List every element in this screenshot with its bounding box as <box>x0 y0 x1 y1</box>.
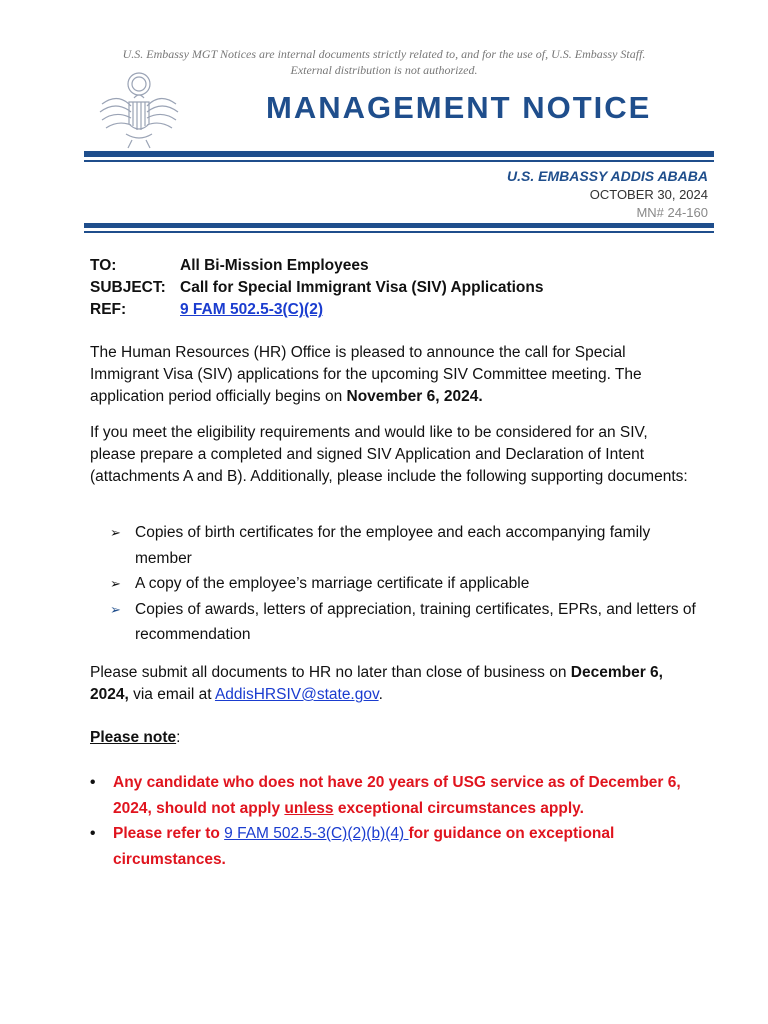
arrow-bullet-icon: ➢ <box>110 601 121 617</box>
header-divider-top-thin <box>84 160 714 162</box>
embassy-name: U.S. EMBASSY ADDIS ABABA <box>507 168 708 184</box>
subject-value: Call for Special Immigrant Visa (SIV) Applications <box>180 279 544 296</box>
note-label: Please note <box>90 729 177 746</box>
documents-list <box>110 520 710 648</box>
memo-to-row <box>90 255 543 277</box>
note-item-1-end: exceptional circumstances apply. <box>333 799 584 817</box>
note-colon: : <box>176 729 181 746</box>
list-item <box>90 770 710 821</box>
submission-text: Please submit all documents to HR no later than close of business on <box>90 664 571 681</box>
header-divider-top <box>84 151 714 157</box>
list-item <box>110 571 710 597</box>
memo-header <box>90 255 543 321</box>
bullet-dot-icon: • <box>90 774 96 791</box>
disclaimer-line-1: U.S. Embassy MGT Notices are internal documents strictly related to, and for the use of, U.S. Embassy Staff. <box>122 47 646 61</box>
header-divider-bottom-thin <box>84 231 714 233</box>
list-item <box>110 520 710 571</box>
list-item-text: A copy of the employee’s marriage certificate if applicable <box>135 575 530 592</box>
list-item-text: Copies of birth certificates for the employee and each accompanying family member <box>135 524 651 567</box>
notes-list <box>90 770 710 872</box>
submission-text-2: via email at <box>128 686 215 703</box>
memo-ref-row <box>90 299 543 321</box>
exceptional-circumstances-link[interactable]: 9 FAM 502.5-3(C)(2)(b)(4) <box>224 825 409 842</box>
bullet-dot-icon: • <box>90 825 96 842</box>
note-item-2-end: for guidance on exceptional circumstances. <box>113 825 615 868</box>
paragraph-announcement <box>90 342 690 408</box>
to-label: TO: <box>90 257 117 274</box>
start-date: November 6, 2024. <box>346 388 483 405</box>
list-item-text: Copies of awards, letters of appreciation, training certificates, EPRs, and letters of recommendation <box>135 600 696 643</box>
submission-end: . <box>378 686 383 703</box>
note-item-text <box>113 821 710 872</box>
note-item-2-text: Please refer to <box>113 825 225 842</box>
great-seal-icon <box>98 70 180 150</box>
deadline-date: December 6, 2024, <box>90 664 663 703</box>
announcement-text: The Human Resources (HR) Office is pleased to announce the call for Special Immigrant Visa (SIV) applications for the upcoming SIV Committee meeting. The application period officially begins on <box>90 344 642 405</box>
ref-label: REF: <box>90 301 127 318</box>
paragraph-submission <box>90 662 690 706</box>
ref-link[interactable]: 9 FAM 502.5-3(C)(2) <box>180 301 323 318</box>
note-item-text <box>113 770 710 821</box>
list-item <box>110 597 710 648</box>
paragraph-eligibility: If you meet the eligibility requirements and would like to be considered for an SIV, please prepare a completed and signed SIV Application and Declaration of Intent (attachments A and B). Additionally, please include the following supporting documents: <box>90 424 688 485</box>
header-divider-bottom <box>84 223 714 228</box>
notice-number: MN# 24-160 <box>636 205 708 220</box>
arrow-bullet-icon: ➢ <box>110 525 121 540</box>
list-item <box>90 821 710 872</box>
memo-subject-row <box>90 277 543 299</box>
note-item-1-underlined: unless <box>284 799 334 817</box>
email-link[interactable]: AddisHRSIV@state.gov <box>214 686 379 703</box>
subject-label: SUBJECT: <box>90 279 166 296</box>
note-item-1-text: Any candidate who does not have 20 years of USG service as of December 6, 2024, should not apply <box>113 774 681 817</box>
note-heading <box>90 729 180 747</box>
page-title: MANAGEMENT NOTICE <box>266 90 652 125</box>
arrow-bullet-icon: ➢ <box>110 576 121 591</box>
notice-date: OCTOBER 30, 2024 <box>589 187 708 202</box>
disclaimer-line-2: External distribution is not authorized. <box>290 63 478 77</box>
to-value: All Bi-Mission Employees <box>180 257 369 274</box>
